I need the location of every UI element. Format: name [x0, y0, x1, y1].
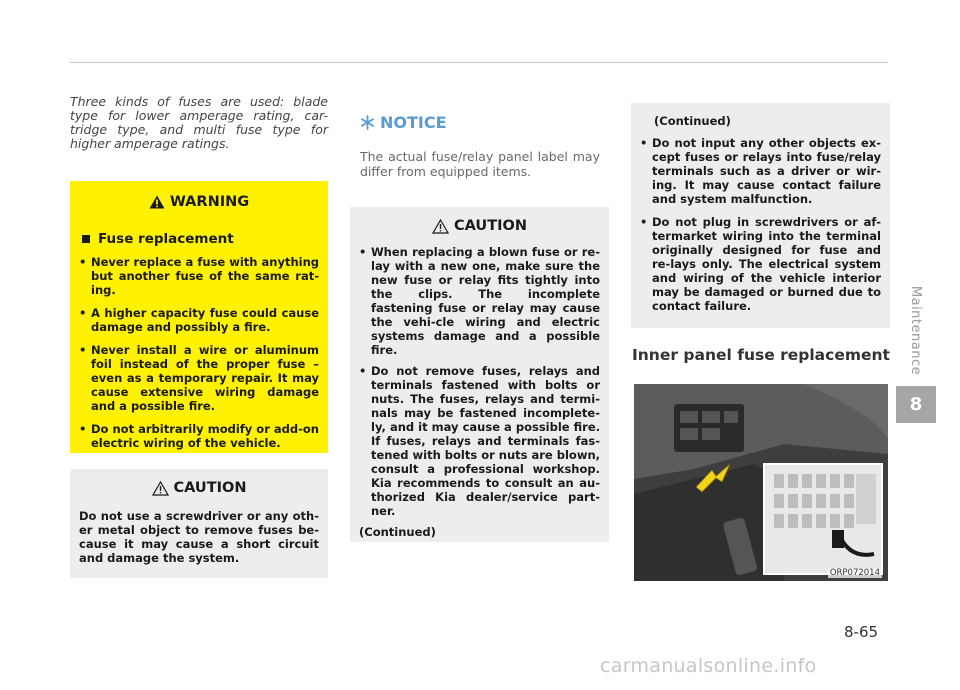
warning-list [79, 255, 319, 450]
list-item: • Never replace a fuse with anything but another fuse of the same rat-ing. [79, 255, 319, 297]
page-number: 8-65 [844, 623, 879, 641]
list-item: • A higher capacity fuse could cause damage and possibly a fire. [79, 306, 319, 334]
list-item: • Do not remove fuses, relays and terminals fastened with bolts or nuts. The fuses, relays and termi-nals may be fastened incomplete-ly, and it may cause a possible fire. If fuses, relays and terminals fas-tened with bolts or nuts are blown, consult a professional workshop. Kia recommends to consult an au-thorized Kia dealer/service part-ner. [359, 364, 600, 518]
fuse-panel-photo [634, 384, 888, 581]
list-item: • Do not arbitrarily modify or add-on electric wiring of the vehicle. [79, 422, 319, 450]
caution-title-2 [359, 215, 600, 237]
warning-box [70, 181, 328, 453]
intro-text: Three kinds of fuses are used: blade type for lower amperage rating, car-tridge type, and multi fuse type for higher amperage ratings. [70, 94, 328, 151]
caution-title-1 [79, 477, 319, 499]
photo-code: ORP072014 [829, 568, 880, 578]
continued-box [631, 103, 890, 328]
notice-title-text: NOTICE [380, 113, 447, 132]
caution-box-2 [350, 207, 609, 542]
continued-heading: (Continued) [654, 114, 731, 128]
caution-triangle-icon [152, 481, 169, 496]
continued-label: (Continued) [359, 525, 436, 539]
notice-heading [360, 113, 447, 132]
fuse-replacement-heading [79, 231, 319, 247]
notice-asterisk-icon [360, 115, 375, 130]
chapter-side-label-text: Maintenance [908, 285, 924, 375]
list-item: • Never install a wire or aluminum foil instead of the proper fuse – even as a temporary repair. It may cause extensive wiring damage and a possible fire. [79, 343, 319, 413]
chapter-side-label [906, 282, 926, 378]
caution-title-text-2: CAUTION [454, 218, 527, 234]
caution-box-1 [70, 469, 328, 578]
list-item: • Do not plug in screwdrivers or af-termarket wiring into the terminal originally designed for fuse and re-lays only. The electrical system and wiring of the vehicle interior may be damaged or burned due to contact failure. [640, 215, 881, 313]
top-rule [70, 62, 888, 63]
caution-title-text-1: CAUTION [173, 480, 247, 496]
warning-triangle-icon [149, 195, 165, 209]
section-title: Inner panel fuse replacement [632, 346, 890, 364]
caution-list-2 [359, 245, 600, 518]
warning-title-text: WARNING [169, 194, 250, 210]
continued-list [640, 136, 881, 313]
fuse-replacement-text: Fuse replacement [98, 231, 234, 247]
notice-text: The actual fuse/relay panel label may differ from equipped items. [360, 149, 600, 179]
warning-title [79, 191, 319, 213]
square-bullet-icon [82, 235, 90, 243]
list-item: • Do not input any other objects ex-cept fuses or relays into fuse/relay terminals such as a driver or wir-ing. It may cause contact failure and system malfunction. [640, 136, 881, 206]
caution-triangle-icon [432, 219, 449, 234]
watermark: carmanualsonline.info [600, 655, 817, 677]
chapter-tab: 8 [896, 386, 936, 423]
caution-text-1: Do not use a screwdriver or any oth-er metal object to remove fuses be-cause it may cause a short circuit and damage the system. [79, 509, 319, 565]
photo-illustration [634, 384, 888, 581]
list-item: • When replacing a blown fuse or re-lay with a new one, make sure the new fuse or relay fits tightly into the clips. The incomplete fastening fuse or relay may cause the vehi-cle wiring and electric systems damage and a possible fire. [359, 245, 600, 357]
